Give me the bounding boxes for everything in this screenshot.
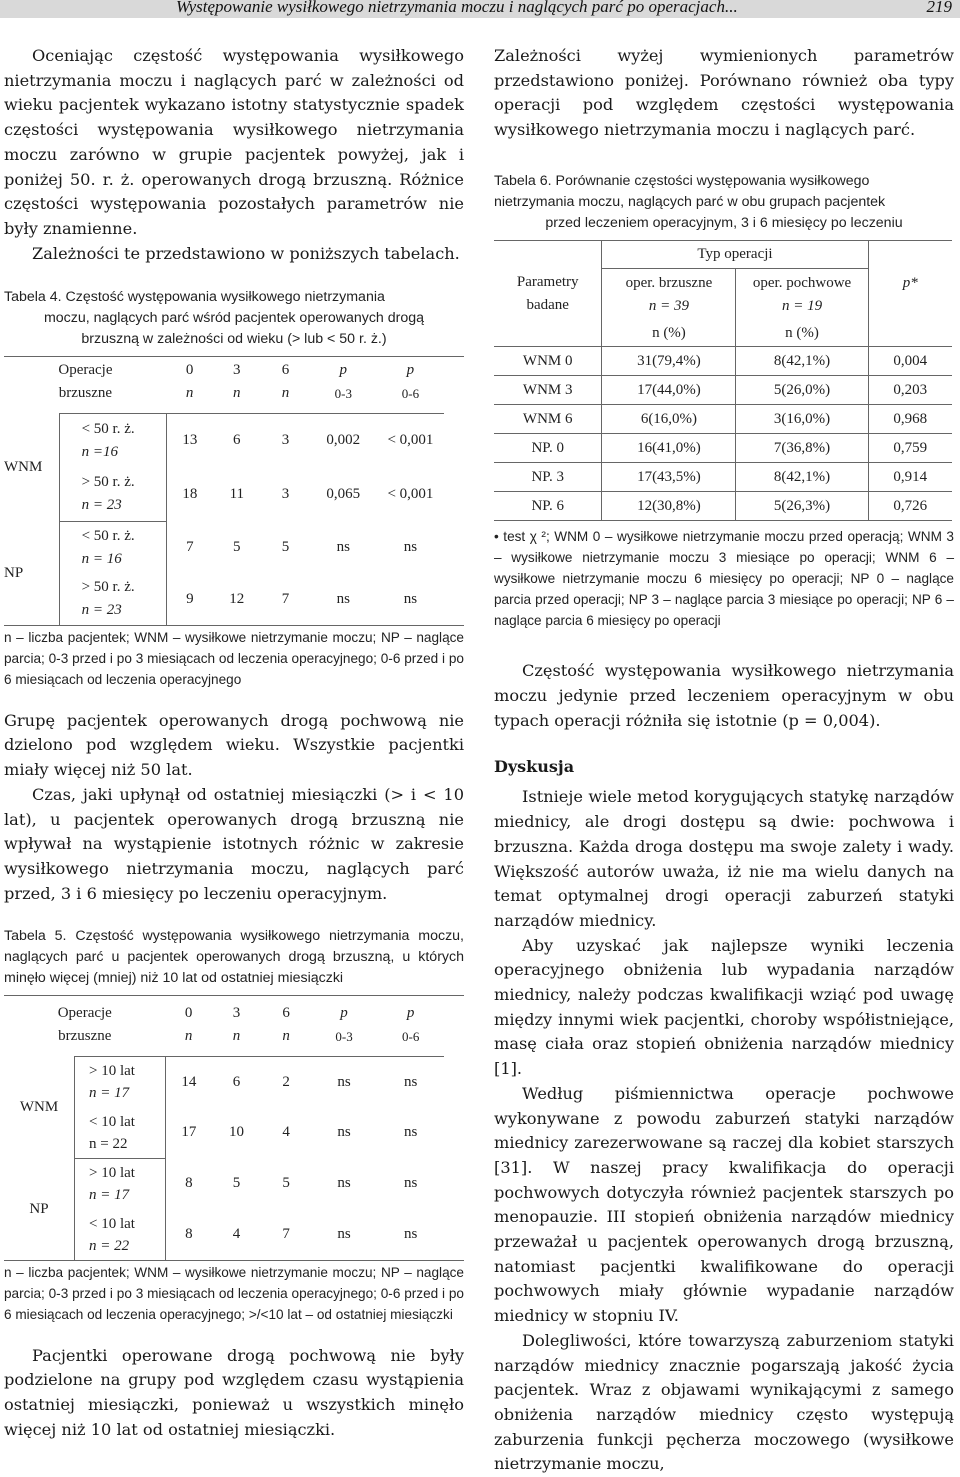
- running-header: [0, 0, 960, 18]
- table-cell: 0,914: [868, 463, 952, 492]
- paragraph: Grupę pacjentek operowanych drogą pochwową nie dzielono pod względem wieku. Wszystkie pacjentki miały więcej niż 50 lat.: [4, 710, 464, 780]
- column-header: 6: [281, 362, 290, 379]
- row-header: WNM 0: [494, 347, 602, 376]
- row-label: > 50 r. ż. n = 23: [59, 573, 167, 625]
- paragraph: Pacjentki operowane drogą pochwową nie były podzielone na grupy pod względem czasu wystąpienia ostatniej miesiączki, ponieważ u wszystkich minęło więcej niż 10 lat od ostatniej miesiączki.: [4, 1345, 464, 1439]
- left-column: [4, 44, 464, 1443]
- column-header: p*: [902, 275, 918, 292]
- column-header: n (%): [602, 321, 736, 347]
- table-cell: 10: [229, 1124, 245, 1141]
- paragraph: Częstość występowania wysiłkowego nietrzymania moczu jedynie przed leczeniem operacyjnym w obu typach operacji różniła się istotnie (p = 0,004).: [494, 661, 954, 730]
- column-header: p: [339, 362, 348, 379]
- column-header: p: [406, 362, 415, 379]
- table-caption: Tabela 5. Częstość występowania wysiłkowego nietrzymania moczu, naglących parć u pacjentek operowanych drogą brzuszną, u których minęło więcej (mniej) niż 10 lat od ostatniej miesiączki: [4, 928, 464, 987]
- table-cell: 0,004: [868, 347, 952, 376]
- table-cell: 5: [232, 1175, 241, 1192]
- table-6: [494, 171, 954, 631]
- row-header: WNM 6: [494, 405, 602, 434]
- table-cell: 31(79,4%): [602, 347, 736, 376]
- column-header: n: [281, 385, 290, 402]
- table-cell: 3: [261, 413, 309, 467]
- table-note: n – liczba pacjentek; WNM – wysiłkowe nietrzymanie moczu; NP – naglące parcia; 0-3 przed i po 3 miesiącach od leczenia operacyjnego; 0-6 przed i po 6 miesiącach od leczenia operacyjnego; >/<10 lat – od ostatniej miesiączki: [4, 1265, 464, 1322]
- column-header: 0: [184, 1005, 193, 1022]
- table-cell: ns: [337, 1175, 351, 1192]
- table-cell: ns: [403, 538, 418, 555]
- table-cell: ns: [336, 538, 350, 555]
- row-header: WNM 3: [494, 376, 602, 405]
- column-header: n: [232, 1028, 241, 1045]
- table-cell: 12(30,8%): [602, 492, 736, 521]
- running-header-title: Występowanie wysiłkowego nietrzymania moczu i naglących parć po operacjach...: [176, 0, 738, 16]
- table-cell: 17(44,0%): [602, 376, 736, 405]
- paragraph: Oceniając częstość występowania wysiłkowego nietrzymania moczu i naglących parć w zależności od wieku pacjentek wykazano istotny statystycznie spadek częstości występowania wysiłkowego nietrzymania moczu zarówno w grupie pacjentek powyżej, jak i poniżej 50. r. ż. operowanych drogą brzuszną. Różnice częstości występowania pozostałych parametrów nie były znamienne.: [4, 46, 464, 238]
- table-cell: 6(16,0%): [602, 405, 736, 434]
- row-header: NP. 3: [494, 463, 602, 492]
- table-cell: ns: [337, 1226, 351, 1243]
- table-cell: 5: [281, 538, 290, 555]
- paragraph: Zależności te przedstawiono w poniższych tabelach.: [32, 243, 460, 263]
- table-cell: ns: [404, 1175, 418, 1192]
- column-header: n: [184, 1028, 193, 1045]
- table-cell: 8(42,1%): [736, 347, 868, 376]
- column-header: Operacje: [57, 1005, 112, 1022]
- group-label: WNM: [4, 458, 43, 475]
- column-header: oper. pochwowe n = 19: [736, 269, 868, 321]
- table-cell: 7: [282, 1226, 290, 1243]
- column-header: Typ operacji: [602, 241, 868, 269]
- group-label: WNM: [19, 1098, 59, 1115]
- row-label: > 10 lat n = 17: [74, 1056, 165, 1107]
- table-4-grid: [4, 359, 444, 625]
- table-cell: 16(41,0%): [602, 434, 736, 463]
- column-header: p: [406, 1005, 415, 1022]
- table-cell: 7: [281, 590, 290, 607]
- column-header: n: [282, 1028, 290, 1045]
- table-cell: 17: [181, 1124, 197, 1141]
- table-cell: 7(36,8%): [736, 434, 868, 463]
- table-note: n – liczba pacjentek; WNM – wysiłkowe nietrzymanie moczu; NP – naglące parcia; 0-3 przed i po 3 miesiącach od leczenia operacyjnego; 0-6 przed i po 6 miesiącach od leczenia operacyjnego: [4, 630, 464, 687]
- paragraph: Aby uzyskać jak najlepsze wyniki leczenia operacyjnego obniżenia lub wypadania narządów miednicy, należy podczas kwalifikacji wziąć pod uwagę między innymi wiek pacjentki, choroby współistniejące, masę ciała oraz stopień obniżenia narządów miednicy [1].: [494, 935, 954, 1079]
- table-cell: 5(26,0%): [736, 376, 868, 405]
- table-cell: 18: [182, 485, 198, 502]
- table-cell: ns: [311, 1056, 378, 1107]
- column-header: brzuszne: [58, 385, 113, 402]
- page-number: 219: [926, 0, 952, 16]
- table-cell: 6: [212, 1056, 262, 1107]
- table-cell: 0,065: [326, 485, 361, 502]
- table-cell: 6: [212, 413, 261, 467]
- table-cell: 8: [185, 1175, 193, 1192]
- table-cell: 0,759: [868, 434, 952, 463]
- table-cell: 5: [233, 538, 241, 555]
- column-header: 6: [282, 1005, 290, 1022]
- section-heading: Dyskusja: [494, 757, 575, 777]
- table-caption: nietrzymania moczu, naglących parć w obu grupach pacjentek: [494, 193, 886, 210]
- table-caption: przed leczeniem operacyjnym, 3 i 6 miesięcy po leczeniu: [545, 214, 903, 231]
- row-label: < 50 r. ż. n = 16: [59, 521, 167, 573]
- table-cell: 12: [229, 590, 245, 607]
- table-caption: Tabela 6. Porównanie częstości występowania wysiłkowego: [494, 172, 870, 189]
- table-cell: 5: [282, 1175, 290, 1192]
- row-label: < 50 r. ż. n =16: [59, 413, 167, 467]
- row-header: NP. 6: [494, 492, 602, 521]
- paragraph: Czas, jaki upłynął od ostatniej miesiączki (> i < 10 lat), u pacjentek operowanych drogą brzuszną nie wpływał na wystąpienie istotnych różnic w zakresie wysiłkowego nietrzymania moczu, naglących parć przed, 3 i 6 miesięcy po leczeniu operacyjnym.: [4, 784, 464, 903]
- column-header: Operacje: [58, 362, 113, 379]
- column-header: n (%): [736, 321, 868, 347]
- group-label: NP: [4, 564, 24, 581]
- table-cell: ns: [404, 1226, 418, 1243]
- table-5: [4, 926, 464, 1325]
- table-note: • test χ ²; WNM 0 – wysiłkowe nietrzymanie moczu przed operacją; WNM 3 – wysiłkowe nietrzymanie moczu 3 miesiące po operacji; WNM 6 – wysiłkowe nietrzymanie moczu 6 miesięcy po operacji; NP 0 – naglące parcia przed operacji; NP 3 – naglące parcia 3 miesiące po operacji; NP 6 – naglące parcia 6 miesięcy po operacji: [494, 529, 954, 628]
- row-header: Parametry badane: [516, 273, 579, 313]
- table-cell: 9: [186, 590, 194, 607]
- column-header: 3: [233, 362, 241, 379]
- table-cell: 8(42,1%): [736, 463, 868, 492]
- row-header: NP. 0: [494, 434, 602, 463]
- table-cell: 8: [185, 1226, 193, 1243]
- table-cell: 17(43,5%): [602, 463, 736, 492]
- table-cell: 3: [281, 485, 290, 502]
- table-cell: 4: [282, 1124, 290, 1141]
- table-cell: 7: [186, 538, 194, 555]
- column-header: oper. brzuszne n = 39: [602, 269, 736, 321]
- table-cell: 2: [261, 1056, 310, 1107]
- table-cell: ns: [337, 1124, 351, 1141]
- row-label: > 50 r. ż. n = 23: [59, 467, 167, 521]
- row-label: > 10 lat n = 17: [74, 1158, 165, 1209]
- table-cell: 0,968: [868, 405, 952, 434]
- column-header: 0-3: [334, 385, 352, 401]
- group-label: NP: [29, 1200, 49, 1217]
- table-cell: 5(26,3%): [736, 492, 868, 521]
- table-cell: < 0,001: [377, 413, 444, 467]
- column-header: p: [340, 1005, 348, 1022]
- table-cell: ns: [403, 590, 418, 607]
- table-caption: brzuszną w zależności od wieku (> lub < 50 r. ż.): [81, 331, 387, 348]
- table-cell: 14: [166, 1056, 212, 1107]
- table-cell: < 0,001: [387, 485, 434, 502]
- table-cell: 0,002: [310, 413, 377, 467]
- table-4: [4, 287, 464, 690]
- row-label: < 10 lat n = 22: [74, 1107, 165, 1158]
- table-cell: ns: [336, 590, 350, 607]
- paragraph: Zależności wyżej wymienionych parametrów przedstawiono poniżej. Porównano również oba typy operacji pod względem częstości występowania wysiłkowego nietrzymania moczu i naglących parć.: [494, 46, 954, 140]
- column-header: 0-3: [335, 1028, 353, 1044]
- paragraph: Według piśmiennictwa operacje pochwowe wykonywane z powodu zaburzeń statyki narządów miednicy zarezerwowane są raczej dla kobiet starszych [31]. W naszej pracy kwalifikacja do operacji pochwowych dotyczyła również pacjentek starszych po menopauzie. III stopień obniżenia narządów miednicy przeważał u pacjentek operowanych drogą brzuszną, natomiast pacjentki kwalifikowane do operacji pochwowych miały głównie wypadanie narządów miednicy w stopniu IV.: [494, 1083, 954, 1326]
- table-cell: 0,203: [868, 376, 952, 405]
- table-5-grid: [4, 1002, 444, 1260]
- row-label: < 10 lat n = 22: [74, 1209, 165, 1260]
- column-header: 0-6: [401, 385, 420, 401]
- table-6-grid: [494, 241, 952, 522]
- table-cell: 4: [232, 1226, 241, 1243]
- table-caption: moczu, naglących parć wśród pacjentek operowanych drogą: [43, 310, 425, 327]
- table-cell: 3(16,0%): [736, 405, 868, 434]
- table-cell: ns: [404, 1124, 418, 1141]
- column-header: n: [185, 385, 194, 402]
- table-cell: 11: [229, 485, 245, 502]
- column-header: 0: [185, 362, 194, 379]
- column-header: brzuszne: [58, 1028, 112, 1045]
- table-cell: ns: [377, 1056, 444, 1107]
- table-caption: Tabela 4. Częstość występowania wysiłkowego nietrzymania: [4, 289, 385, 306]
- paragraph: Dolegliwości, które towarzyszą zaburzeniom statyki narządów miednicy znacznie pogarszają jakość życia pacjentek. Wraz z objawami wynikającymi z samego obniżenia narządów miednicy często występują zaburzenia funkcji pęcherza moczowego (wysiłkowe nietrzymanie moczu,: [494, 1330, 954, 1474]
- paragraph: Istnieje wiele metod korygujących statykę narządów miednicy, ale drogi dostępu są dwie: pochwowa i brzuszna. Każda droga dostępu ma swoje zalety i wady. Większość autorów uważa, iż nie ma wielu danych na temat optymalnej drogi operacji zaburzeń statyki narządów miednicy.: [494, 787, 954, 930]
- table-cell: 13: [167, 413, 212, 467]
- right-column: [494, 44, 954, 1477]
- column-header: 3: [232, 1005, 241, 1022]
- column-header: 0-6: [402, 1028, 420, 1044]
- column-header: n: [233, 385, 241, 402]
- table-cell: 0,726: [868, 492, 952, 521]
